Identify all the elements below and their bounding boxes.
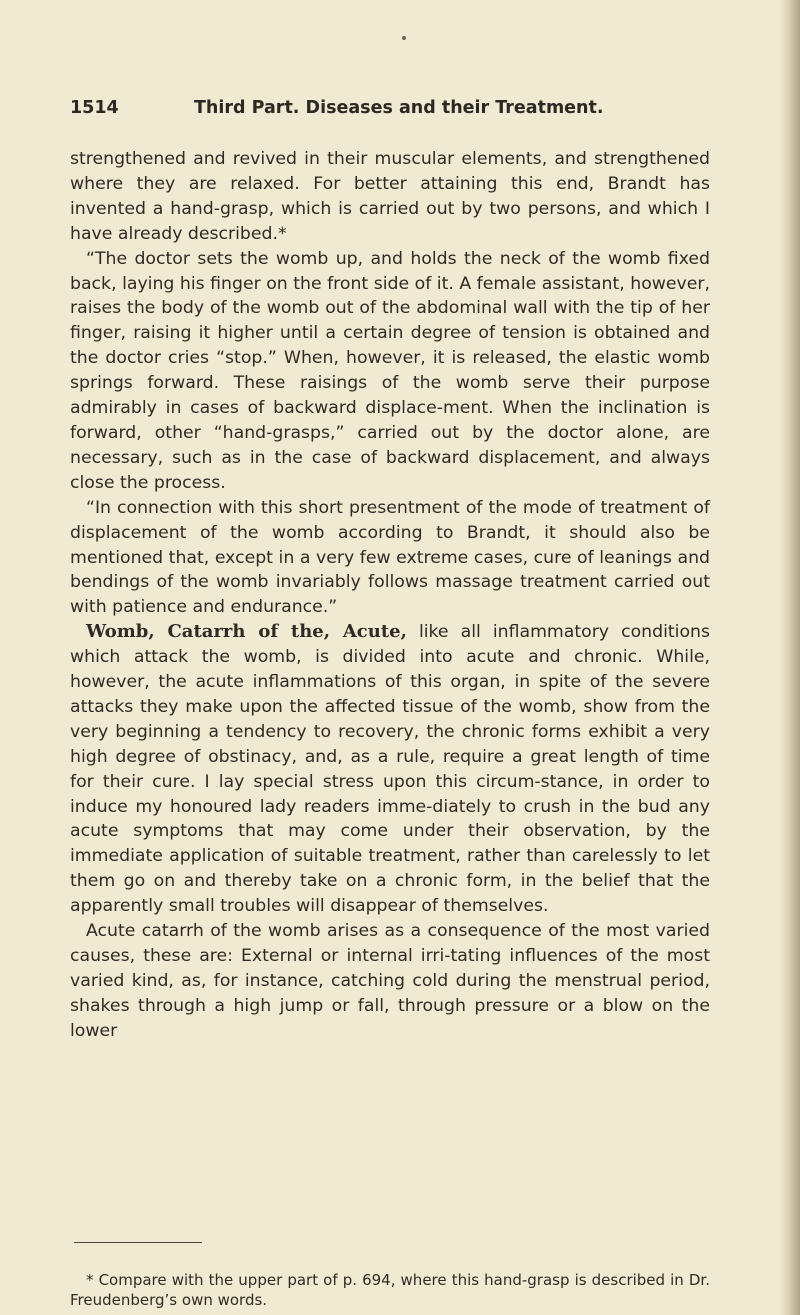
footnote-rule <box>74 1242 202 1243</box>
paragraph-quote-brandt: “In connection with this short presentment of the mode of treatment of displacement of the womb according to Brandt, it should also be mentioned that, except in a very few extreme cases, cure of leanings and bendings of the womb invariably follows massage treatment carried out with patience and endurance.” <box>70 497 710 618</box>
body-text <box>70 147 710 1044</box>
page-edge-shadow <box>778 0 800 1315</box>
entry-headword: Womb, Catarrh of the, Acute, <box>86 621 407 643</box>
footnote: * Compare with the upper part of p. 694, where this hand-grasp is described in Dr. Freudenberg’s own words. <box>70 1271 710 1309</box>
entry-text: like all inflammatory conditions which attack the womb, is divided into acute and chronic. While, however, the acute inflammations of this organ, in spite of the severe attacks they make upon the affected tissue of the womb, show from the very beginning a tendency to recovery, the chronic forms exhibit a very high degree of obstinacy, and, as a rule, require a great length of time for their cure. I lay special stress upon this circum-stance, in order to induce my honoured lady readers imme-diately to crush in the bud any acute symptoms that may come under their observation, by the immediate application of suitable treatment, rather than carelessly to let them go on and thereby take on a chronic form, in the belief that the apparently small troubles will disappear of themselves. <box>70 622 710 917</box>
entry-womb-catarrh <box>70 620 710 919</box>
paragraph-continuation: strengthened and revived in their muscular elements, and strengthened where they are relaxed. For better attaining this end, Brandt has invented a hand-grasp, which is carried out by two persons, and which I have already described.* <box>70 149 710 244</box>
paragraph-quote-doctor: “The doctor sets the womb up, and holds the neck of the womb fixed back, laying his finger on the front side of it. A female assistant, however, raises the body of the womb out of the abdominal wall with the tip of her finger, raising it higher until a certain degree of tension is obtained and the doctor cries “stop.” When, however, it is released, the elastic womb springs forward. These raisings of the womb serve their purpose admirably in cases of backward displace-ment. When the inclination is forward, other “hand-grasps,” carried out by the doctor alone, are necessary, such as in the case of backward displacement, and always close the process. <box>70 248 710 493</box>
paragraph-acute-catarrh: Acute catarrh of the womb arises as a consequence of the most varied causes, these are: External or internal irri-tating influences of the most varied kind, as, for instance, catching cold during the menstrual period, shakes through a high jump or fall, through pressure or a blow on the lower <box>70 921 710 1041</box>
running-header <box>70 98 730 128</box>
page-number: 1514 <box>70 98 119 118</box>
page-speck <box>402 36 406 40</box>
running-title: Third Part. Diseases and their Treatment. <box>194 98 604 118</box>
